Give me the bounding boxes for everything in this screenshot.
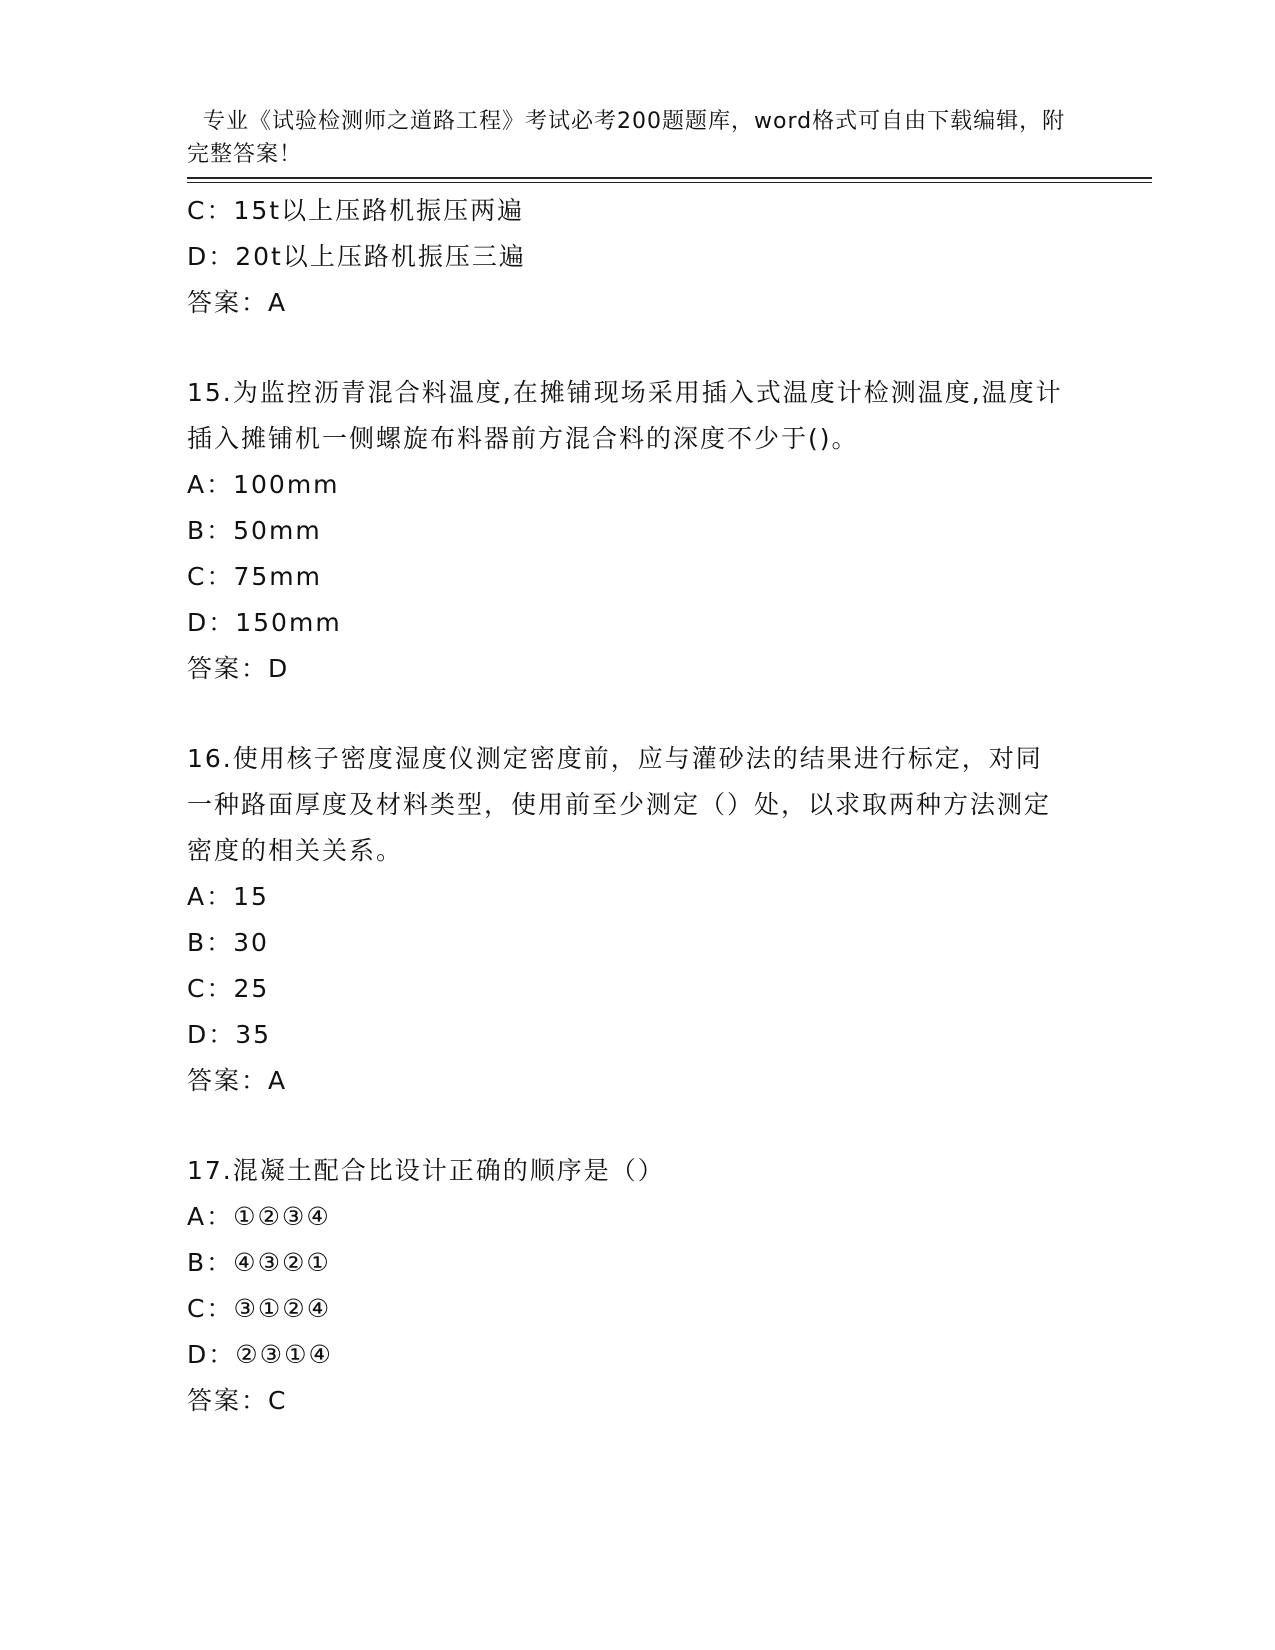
option-c: C：15t以上压路机振压两遍 <box>187 196 525 225</box>
option-a: A：①②③④ <box>187 1202 331 1231</box>
option-b: B：50mm <box>187 516 322 545</box>
answer-line: 答案：A <box>187 288 288 317</box>
option-a: A：15 <box>187 882 269 911</box>
spacer <box>187 692 1087 736</box>
option-d: D：150mm <box>187 608 342 637</box>
option-d: D：20t以上压路机振压三遍 <box>187 242 526 271</box>
option-b: B：30 <box>187 928 269 957</box>
answer-line: 答案：D <box>187 654 290 683</box>
option-a: A：100mm <box>187 470 340 499</box>
answer-line: 答案：C <box>187 1386 288 1415</box>
answer-line: 答案：A <box>187 1066 288 1095</box>
question-stem: 17.混凝土配合比设计正确的顺序是（） <box>187 1156 665 1185</box>
option-b: B：④③②① <box>187 1248 331 1277</box>
question-stem: 16.使用核子密度湿度仪测定密度前，应与灌砂法的结果进行标定，对同一种路面厚度及材料类型，使用前至少测定（）处，以求取两种方法测定密度的相关关系。 <box>187 744 1052 865</box>
option-c: C：25 <box>187 974 270 1003</box>
option-c: C：③①②④ <box>187 1294 332 1323</box>
question-block <box>187 370 1087 692</box>
document-header <box>187 72 1067 171</box>
question-list <box>187 188 1087 1424</box>
option-c: C：75mm <box>187 562 322 591</box>
option-d: D：35 <box>187 1020 272 1049</box>
header-divider <box>187 177 1152 179</box>
question-block <box>187 1148 1087 1424</box>
header-divider-thin <box>187 182 1152 183</box>
header-title: 专业《试验检测师之道路工程》考试必考200题题库，word格式可自由下载编辑，附完整答案！ <box>187 109 1066 167</box>
spacer <box>187 326 1087 370</box>
question-block <box>187 188 1087 326</box>
question-stem: 15.为监控沥青混合料温度,在摊铺现场采用插入式温度计检测温度,温度计插入摊铺机一侧螺旋布料器前方混合料的深度不少于()。 <box>187 378 1063 453</box>
spacer <box>187 1104 1087 1148</box>
option-d: D：②③①④ <box>187 1340 333 1369</box>
question-block <box>187 736 1087 1104</box>
